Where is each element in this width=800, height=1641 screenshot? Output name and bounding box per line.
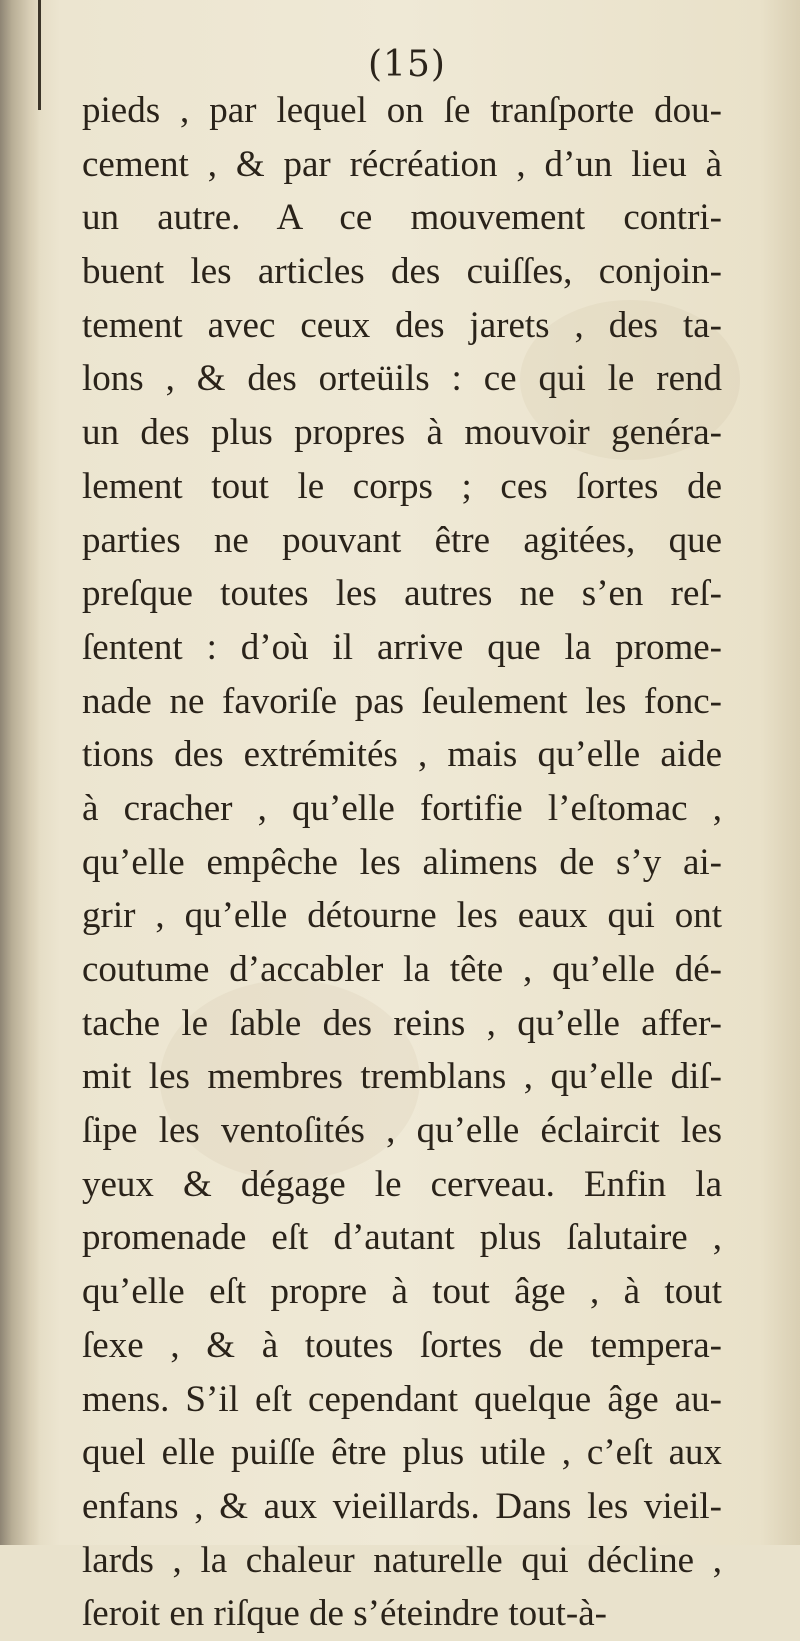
- text-line: promenade eſt d’autant plus ſalutaire ,: [82, 1217, 722, 1259]
- text-line: pieds , par lequel on ſe tranſporte dou-: [82, 90, 722, 131]
- text-line: coutume d’accabler la tête , qu’elle dé-: [82, 949, 722, 990]
- text-line: un des plus propres à mouvoir genéra-: [82, 412, 722, 454]
- text-line: ſipe les ventoſités , qu’elle éclaircit les: [82, 1110, 722, 1152]
- text-line: grir , qu’elle détourne les eaux qui ont: [82, 895, 722, 937]
- text-line: un autre. A ce mouvement contri-: [82, 197, 722, 239]
- text-line: nade ne favoriſe pas ſeulement les fonc-: [82, 680, 722, 722]
- text-line: yeux & dégage le cerveau. Enfin la: [82, 1163, 722, 1205]
- text-line: lards , la chaleur naturelle qui décline ,: [82, 1539, 722, 1581]
- body-text: [82, 84, 722, 1641]
- text-line: ſexe , & à toutes ſortes de tempera-: [82, 1324, 722, 1366]
- page-number: (15): [368, 44, 446, 85]
- text-line: mit les membres tremblans , qu’elle diſ-: [82, 1056, 722, 1098]
- text-line: qu’elle eſt propre à tout âge , à tout: [82, 1271, 722, 1313]
- text-line: mens. S’il eſt cependant quelque âge au-: [82, 1378, 722, 1420]
- text-line: ſeroit en riſque de s’éteindre tout-à-: [82, 1593, 607, 1635]
- text-line: ſentent : d’où il arrive que la prome-: [82, 626, 722, 668]
- text-line: lement tout le corps ; ces ſortes de: [82, 465, 722, 507]
- text-line: tache le ſable des reins , qu’elle affer-: [82, 1002, 722, 1044]
- text-line: qu’elle empêche les alimens de s’y ai-: [82, 841, 722, 883]
- text-line: enfans , & aux vieillards. Dans les vieil-: [82, 1485, 722, 1527]
- spine-edge: [38, 0, 41, 110]
- text-line: quel elle puiſſe être plus utile , c’eſt aux: [82, 1432, 722, 1474]
- text-line: cement , & par récréation , d’un lieu à: [82, 143, 722, 185]
- text-line: tions des extrémités , mais qu’elle aide: [82, 734, 722, 776]
- text-line: tement avec ceux des jarets , des ta-: [82, 304, 722, 346]
- text-line: à cracher , qu’elle fortifie l’eſtomac ,: [82, 787, 722, 829]
- page-gutter: [0, 0, 40, 1545]
- text-line: parties ne pouvant être agitées, que: [82, 519, 722, 561]
- text-line: buent les articles des cuiſſes, conjoin-: [82, 251, 722, 293]
- text-line: lons , & des orteüils : ce qui le rend: [82, 358, 722, 400]
- text-line: preſque toutes les autres ne s’en reſ-: [82, 573, 722, 615]
